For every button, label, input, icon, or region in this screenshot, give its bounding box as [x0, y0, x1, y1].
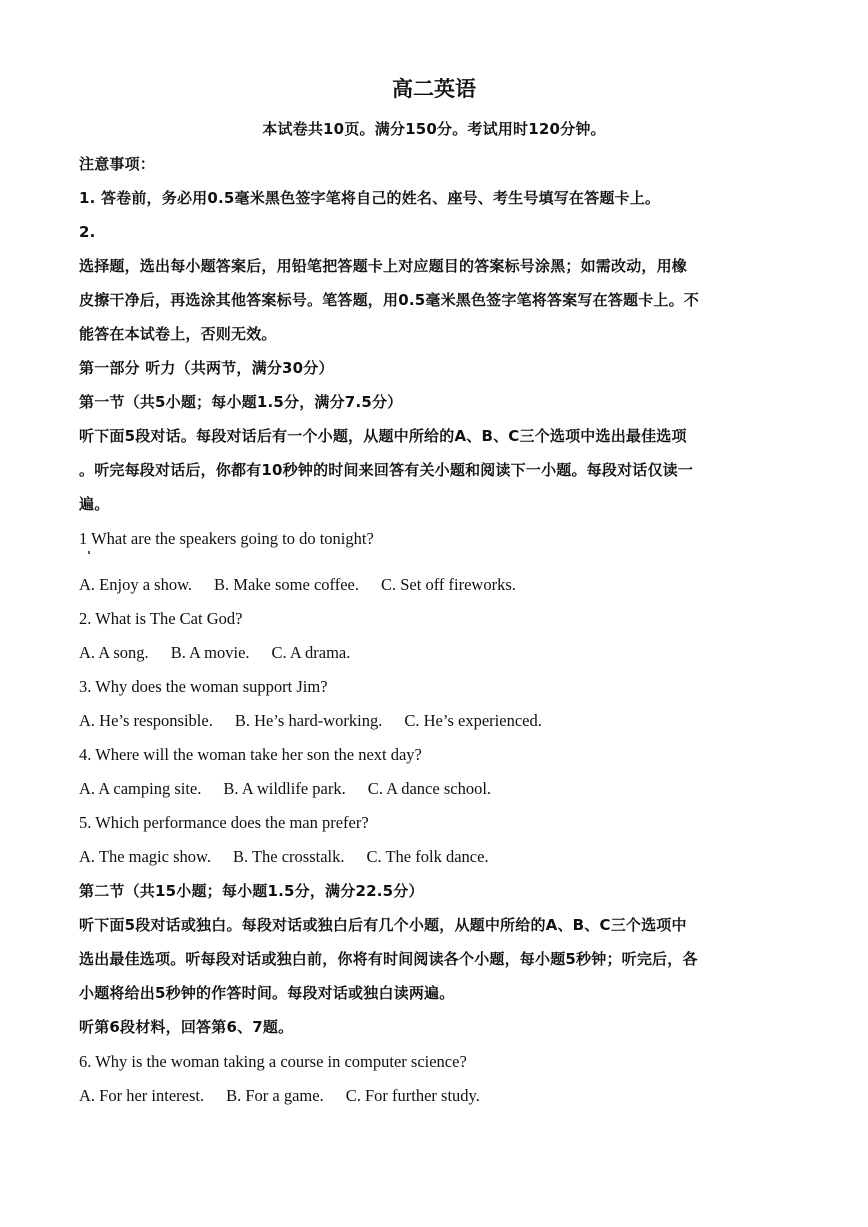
note-item-2-line: 选择题，选出每小题答案后，用铅笔把答题卡上对应题目的答案标号涂黑；如需改动，用橡	[79, 257, 688, 275]
option-b: B. Make some coffee.	[214, 575, 359, 594]
option-a: A. For her interest.	[79, 1086, 205, 1105]
question-options	[79, 1084, 794, 1108]
option-c: C. A drama.	[271, 643, 351, 662]
scan-mark	[88, 551, 90, 554]
note-item-1: 1. 答卷前，务必用0.5毫米黑色签字笔将自己的姓名、座号、考生号填写在答题卡上。	[79, 189, 661, 207]
question-text: 4. Where will the woman take her son the next day?	[79, 745, 422, 764]
option-c: C. A dance school.	[367, 779, 492, 798]
option-c: C. Set off fireworks.	[381, 575, 516, 594]
option-a: A. He’s responsible.	[79, 711, 213, 730]
section-instruction: 听下面5段对话。每段对话后有一个小题，从题中所给的A、B、C三个选项中选出最佳选项	[79, 427, 687, 445]
option-c: C. The folk dance.	[366, 847, 489, 866]
section-instruction: 遍。	[79, 495, 110, 513]
question-options	[79, 573, 794, 597]
question-text: 5. Which performance does the man prefer?	[79, 813, 369, 832]
exam-subtitle: 本试卷共10页。满分150分。考试用时120分钟。	[262, 120, 606, 138]
part-heading: 第一部分 听力（共两节，满分30分）	[79, 359, 334, 377]
option-b: B. A movie.	[170, 643, 250, 662]
notes-heading: 注意事项：	[79, 155, 156, 173]
section-heading: 第一节（共5小题；每小题1.5分，满分7.5分）	[79, 393, 403, 411]
option-a: A. The magic show.	[79, 847, 211, 866]
page-title: 高二英语	[392, 76, 476, 101]
option-a: A. A camping site.	[79, 779, 202, 798]
section-instruction: 选出最佳选项。听每段对话或独白前，你将有时间阅读各个小题，每小题5秒钟；听完后，各	[79, 950, 698, 968]
option-a: A. A song.	[79, 643, 149, 662]
question-text: 6. Why is the woman taking a course in computer science?	[79, 1052, 467, 1071]
section-instruction: 小题将给出5秒钟的作答时间。每段对话或独白读两遍。	[79, 984, 455, 1002]
question-options	[79, 709, 794, 733]
question-options	[79, 777, 794, 801]
question-options	[79, 641, 794, 665]
question-text: 1 What are the speakers going to do tonight?	[79, 529, 374, 548]
option-b: B. A wildlife park.	[223, 779, 346, 798]
option-b: B. He’s hard-working.	[234, 711, 383, 730]
option-c: C. He’s experienced.	[404, 711, 542, 730]
question-text: 3. Why does the woman support Jim?	[79, 677, 328, 696]
option-b: B. For a game.	[226, 1086, 324, 1105]
question-options	[79, 845, 794, 869]
option-b: B. The crosstalk.	[232, 847, 345, 866]
note-item-2-number: 2.	[79, 223, 96, 241]
material-heading: 听第6段材料，回答第6、7题。	[79, 1018, 294, 1036]
section-instruction: 。听完每段对话后，你都有10秒钟的时间来回答有关小题和阅读下一小题。每段对话仅读一	[79, 461, 694, 479]
note-item-2-line: 能答在本试卷上，否则无效。	[79, 325, 277, 343]
section-heading: 第二节（共15小题；每小题1.5分，满分22.5分）	[79, 882, 424, 900]
option-a: A. Enjoy a show.	[79, 575, 193, 594]
note-item-2-line: 皮擦干净后，再选涂其他答案标号。笔答题，用0.5毫米黑色签字笔将答案写在答题卡上。不	[79, 291, 699, 309]
question-text: 2. What is The Cat God?	[79, 609, 243, 628]
section-instruction: 听下面5段对话或独白。每段对话或独白后有几个小题，从题中所给的A、B、C三个选项中	[79, 916, 687, 934]
option-c: C. For further study.	[345, 1086, 480, 1105]
